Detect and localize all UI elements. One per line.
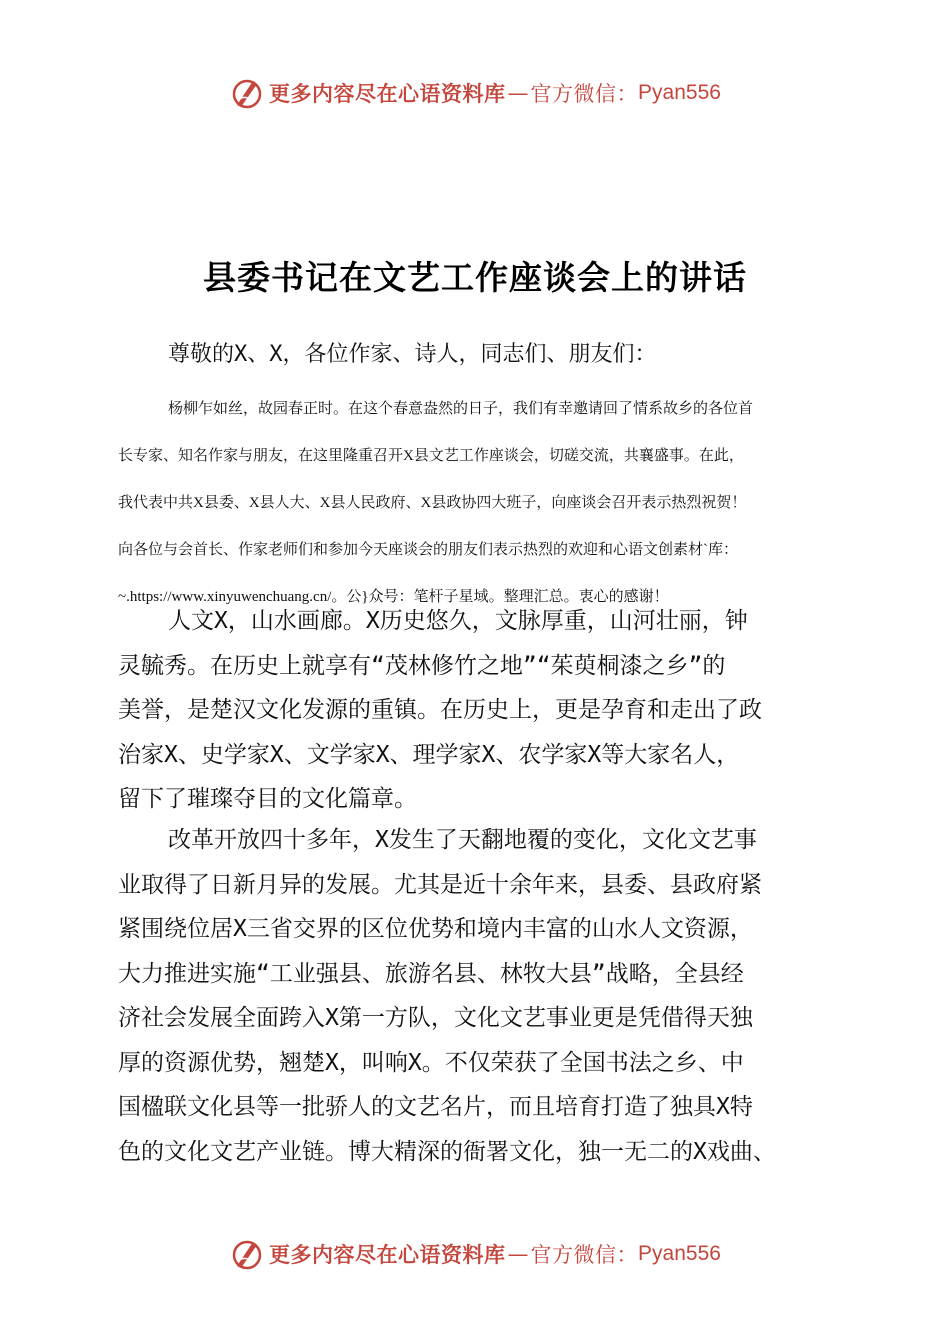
- pen-logo-icon: [229, 1236, 265, 1272]
- header-lead-text: 更多内容尽在心语资料库: [269, 82, 506, 106]
- paragraph-line: 济社会发展全面跨入X第一方队，文化文艺事业更是凭借得天独: [118, 1005, 753, 1031]
- paragraph-line: 大力推进实施“工业强县、旅游名县、林牧大县”战略，全县经: [118, 960, 744, 987]
- paragraph-line: 人文X，山水画廊。X历史悠久，文脉厚重，山河壮丽，钟: [168, 608, 748, 634]
- greeting: 尊敬的X、X，各位作家、诗人，同志们、朋友们：: [168, 342, 657, 367]
- pen-logo-icon: [229, 75, 265, 111]
- footer-wechat-id: Pyan556: [638, 1242, 721, 1265]
- paragraph-line: 国楹联文化县等一批骄人的文艺名片，而且培育打造了独具X特: [118, 1094, 753, 1120]
- header-dash: —: [507, 81, 529, 105]
- intro-line: 长专家、知名作家与朋友，在这里隆重召开X县文艺工作座谈会，切磋交流，共襄盛事。在此，: [118, 448, 744, 464]
- paragraph-line: 治家X、史学家X、文学家X、理学家X、农学家X等大家名人，: [118, 741, 740, 768]
- footer-official-text: 官方微信：: [530, 1243, 639, 1267]
- footer-lead-text: 更多内容尽在心语资料库: [269, 1243, 506, 1267]
- intro-line: 向各位与会首长、作家老师们和参加今天座谈会的朋友们表示热烈的欢迎和心语文创素材`库：: [118, 542, 738, 558]
- footer-banner: [0, 1232, 950, 1276]
- header-wechat-id: Pyan556: [638, 81, 721, 104]
- paragraph-line: 业取得了日新月异的发展。尤其是近十余年来，县委、县政府紧: [118, 871, 762, 898]
- paragraph-line: 留下了璀璨夺目的文化篇章。: [118, 786, 417, 812]
- intro-line: 我代表中共X县委、X县人大、X县人民政府、X县政协四大班子，向座谈会召开表示热烈祝贺！: [118, 495, 747, 511]
- header-official-text: 官方微信：: [530, 82, 639, 106]
- paragraph-line: 美誉，是楚汉文化发源的重镇。在历史上，更是孕育和走出了政: [118, 697, 762, 723]
- footer-dash: —: [507, 1242, 529, 1266]
- document-title: 县委书记在文艺工作座谈会上的讲话: [203, 258, 747, 297]
- paragraph-line: 灵毓秀。在历史上就享有“茂林修竹之地”“茱萸桐漆之乡”的: [118, 652, 726, 679]
- header-banner: [0, 71, 950, 115]
- paragraph-line: 色的文化文艺产业链。博大精深的衙署文化，独一无二的X戏曲、: [118, 1138, 776, 1165]
- paragraph-line: 改革开放四十多年，X发生了天翻地覆的变化，文化文艺事: [168, 827, 757, 853]
- body-paragraph-1: [118, 599, 838, 822]
- body-paragraph-2: [118, 818, 838, 1174]
- paragraph-line: 厚的资源优势，翘楚X，叫响X。不仅荣获了全国书法之乡、中: [118, 1049, 744, 1076]
- intro-line: ~.https://www.xinyuwenchuang.cn/。公}众号：笔杆子星域。整理汇总。衷心的感谢！: [118, 589, 669, 605]
- intro-line: 杨柳乍如丝，故园春正时。在这个春意盎然的日子，我们有幸邀请回了情系故乡的各位首: [168, 401, 754, 417]
- intro-paragraph: [118, 386, 838, 621]
- paragraph-line: 紧围绕位居X三省交界的区位优势和境内丰富的山水人文资源，: [118, 916, 753, 942]
